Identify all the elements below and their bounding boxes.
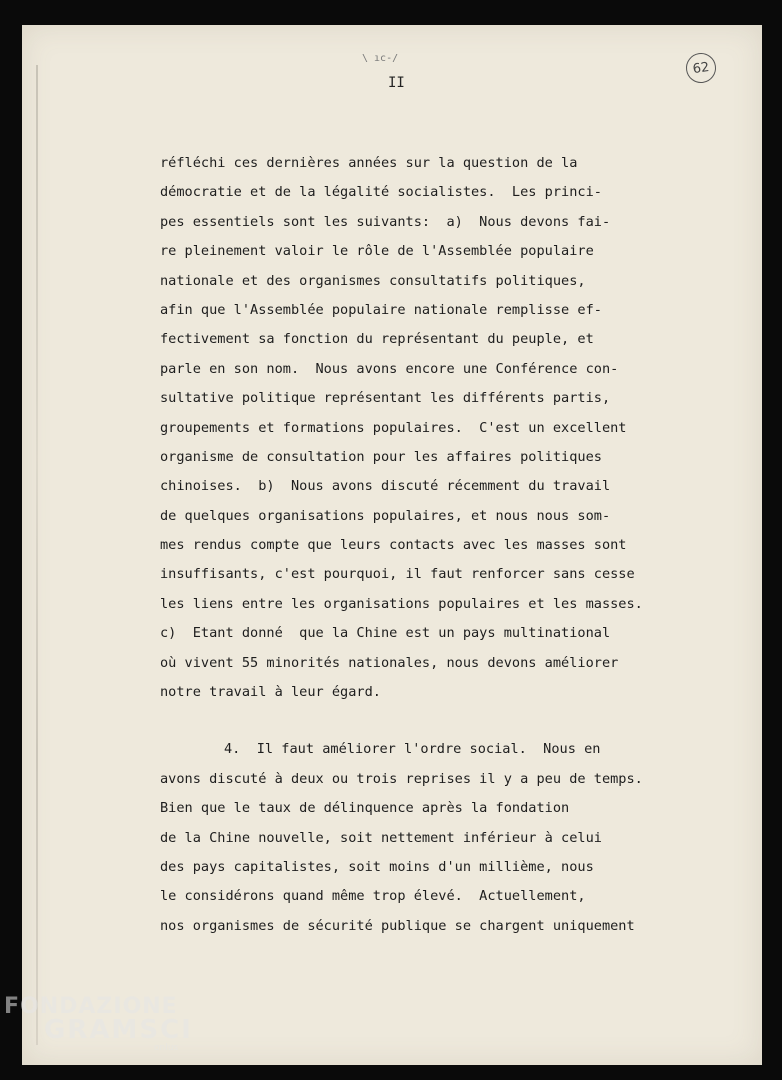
text-line: avons discuté à deux ou trois reprises il y a peu de temps.: [160, 770, 643, 787]
paragraph-2: [160, 735, 720, 941]
body-text: [160, 149, 720, 941]
page-stamp: 62: [684, 51, 718, 85]
text-line: les liens entre les organisations populaires et les masses.: [160, 595, 643, 612]
text-line: nos organismes de sécurité publique se chargent uniquement: [160, 917, 635, 934]
text-line: mes rendus compte que leurs contacts avec les masses sont: [160, 537, 627, 554]
text-line: groupements et formations populaires. C'est un excellent: [160, 419, 627, 436]
text-line: re pleinement valoir le rôle de l'Assemblée populaire: [160, 243, 594, 260]
text-line: 4. Il faut améliorer l'ordre social. Nous en: [224, 741, 601, 758]
text-line: pes essentiels sont les suivants: a) Nous devons fai-: [160, 213, 611, 230]
text-line: c) Etant donné que la Chine est un pays multinational: [160, 625, 611, 642]
text-line: organisme de consultation pour les affaires politiques: [160, 448, 602, 465]
text-line: sultative politique représentant les différents partis,: [160, 390, 611, 407]
text-line: de quelques organisations populaires, et nous nous som-: [160, 507, 611, 524]
text-line: notre travail à leur égard.: [160, 684, 381, 701]
watermark-line-2: GRAMSCI: [44, 1015, 193, 1045]
text-line: démocratie et de la légalité socialistes. Les princi-: [160, 184, 602, 201]
text-line: afin que l'Assemblée populaire nationale remplisse ef-: [160, 301, 602, 318]
binding-edge: [36, 65, 38, 1045]
text-line: où vivent 55 minorités nationales, nous devons améliorer: [160, 654, 619, 671]
text-line: fectivement sa fonction du représentant du peuple, et: [160, 331, 594, 348]
document-page: [22, 25, 762, 1065]
watermark-line-3: onlus: [154, 1043, 179, 1053]
text-line: Bien que le taux de délinquence après la fondation: [160, 800, 570, 817]
header-mark: \ ıc-/: [362, 53, 399, 64]
paragraph-1: [160, 149, 720, 707]
text-line: de la Chine nouvelle, soit nettement inférieur à celui: [160, 829, 602, 846]
text-line: parle en son nom. Nous avons encore une Conférence con-: [160, 360, 619, 377]
paragraph-gap: [160, 707, 720, 735]
page-number: II: [388, 75, 405, 91]
text-line: insuffisants, c'est pourquoi, il faut renforcer sans cesse: [160, 566, 635, 583]
text-line: des pays capitalistes, soit moins d'un millième, nous: [160, 858, 594, 875]
watermark-logo: [4, 994, 193, 1053]
text-line: chinoises. b) Nous avons discuté récemment du travail: [160, 478, 611, 495]
watermark-line-1: FONDAZIONE: [4, 994, 178, 1019]
text-line: le considérons quand même trop élevé. Actuellement,: [160, 888, 586, 905]
text-line: nationale et des organismes consultatifs politiques,: [160, 272, 586, 289]
text-line: réfléchi ces dernières années sur la question de la: [160, 155, 578, 171]
